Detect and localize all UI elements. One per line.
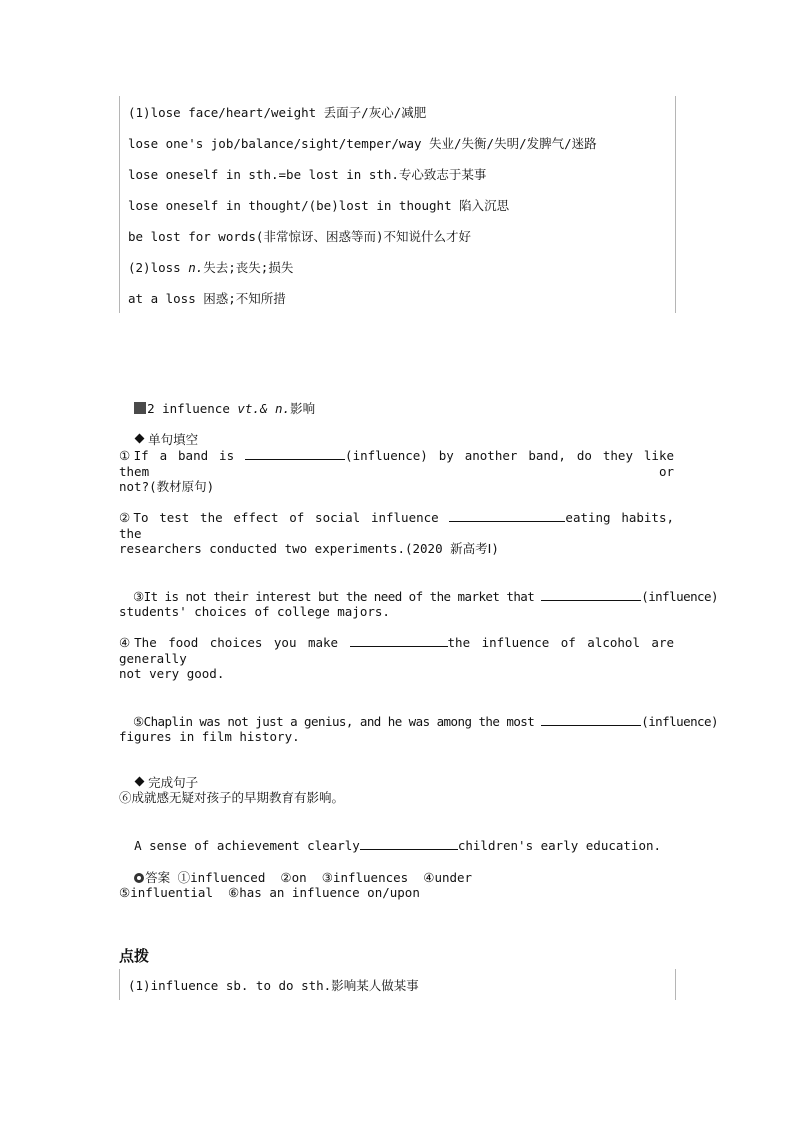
fill-title <box>119 416 198 448</box>
question-4-line-1 <box>119 635 674 667</box>
loss-pos: n. <box>188 260 204 275</box>
answers-part-1: ①influenced ②on ③influences ④under <box>170 870 473 885</box>
tip-title: 点拨 <box>119 947 150 965</box>
box-line-7: at a loss 困惑;不知所措 <box>128 291 286 306</box>
loss-word: (2)loss <box>128 260 189 275</box>
diamond-bullet-icon <box>135 434 145 444</box>
q2-blank <box>449 510 565 522</box>
question-6-chinese: ⑥成就感无疑对孩子的早期教育有影响。 <box>119 790 345 805</box>
q6-blank <box>360 838 458 850</box>
section-number-word: 2 influence <box>147 401 238 416</box>
box-line-2: lose one's job/balance/sight/temper/way 失业/失衡/失明/发脾气/迷路 <box>128 136 597 151</box>
complete-title <box>119 759 198 791</box>
box-line-5: be lost for words(非常惊讶、困惑等而)不知说什么才好 <box>128 229 471 244</box>
q5-part-a: ⑤Chaplin was not just a genius, and he was among the most <box>132 714 542 729</box>
q2-part-b: eating habits, the <box>119 510 674 541</box>
question-2-line-1 <box>119 510 674 542</box>
q1-blank <box>245 448 345 460</box>
question-5-line-1 <box>119 698 718 730</box>
answer-icon <box>134 873 144 883</box>
tip-line-1: (1)influence sb. to do sth.影响某人做某事 <box>128 978 419 993</box>
question-4-line-2: not very good. <box>119 666 225 681</box>
q4-part-a: ④The food choices you make <box>119 635 350 650</box>
note-box-lose <box>119 96 676 313</box>
question-1-line-2: not?(教材原句) <box>119 479 215 494</box>
question-3-line-1 <box>119 573 718 605</box>
question-2-line-2: researchers conducted two experiments.(2020 新高考Ⅰ) <box>119 541 499 556</box>
fill-title-text: 单句填空 <box>148 432 199 447</box>
box-line-4: lose oneself in thought/(be)lost in thought 陷入沉思 <box>128 198 510 213</box>
q4-blank <box>350 635 448 647</box>
q5-blank <box>541 714 641 726</box>
section-pos: vt.& n. <box>237 401 291 416</box>
question-6-english <box>119 822 661 854</box>
q6-part-a: A sense of achievement clearly <box>134 838 360 853</box>
section-heading <box>119 385 315 417</box>
question-1-line-1 <box>119 448 674 480</box>
answer-line-1 <box>119 854 472 886</box>
q1-part-a: ①If a band is <box>119 448 246 463</box>
answer-line-2: ⑤influential ⑥has an influence on/upon <box>119 885 420 900</box>
q3-part-b: (influence) <box>641 589 718 604</box>
box-line-6 <box>128 260 293 276</box>
loss-meaning: 失去;丧失;损失 <box>203 260 294 275</box>
diamond-bullet-icon <box>135 777 145 787</box>
complete-title-text: 完成句子 <box>148 775 199 790</box>
q1-part-b: (influence) by another band, do they like them or <box>119 448 674 479</box>
q3-part-a: ③It is not their interest but the need of the market that <box>132 589 542 604</box>
section-meaning: 影响 <box>290 401 316 416</box>
box-line-3: lose oneself in sth.=be lost in sth.专心致志于某事 <box>128 167 487 182</box>
q4-part-b: the influence of alcohol are generally <box>119 635 675 666</box>
q6-part-b: children's early education. <box>457 838 662 853</box>
answer-label: 答案 <box>145 870 171 885</box>
square-bullet-icon <box>134 402 146 414</box>
q2-part-a: ②To test the effect of social influence <box>119 510 450 525</box>
box-line-1: (1)lose face/heart/weight 丢面子/灰心/减肥 <box>128 105 427 120</box>
question-3-line-2: students' choices of college majors. <box>119 604 390 619</box>
note-box-influence <box>119 969 676 1000</box>
q3-blank <box>541 589 641 601</box>
question-5-line-2: figures in film history. <box>119 729 300 744</box>
q5-part-b: (influence) <box>641 714 718 729</box>
